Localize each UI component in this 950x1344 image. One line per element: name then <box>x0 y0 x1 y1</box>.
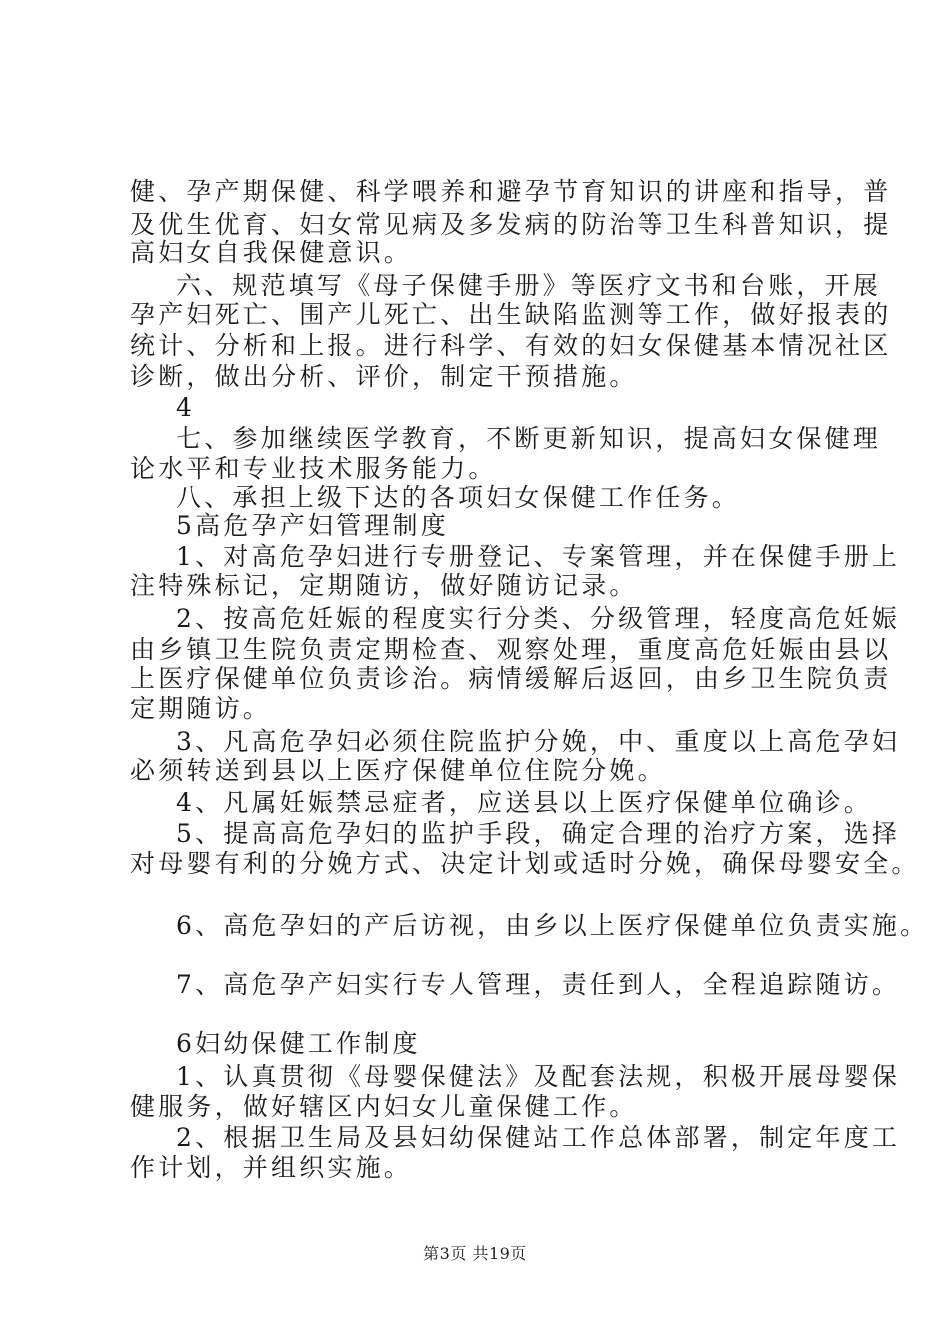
body-text-line: 7、高危孕产妇实行专人管理，责任到人，全程追踪随访。 <box>176 970 901 999</box>
body-text-line: 必须转送到县以上医疗保健单位住院分娩。 <box>130 756 666 785</box>
body-text-line: 论水平和专业技术服务能力。 <box>130 454 497 483</box>
body-text-line: 高妇女自我保健意识。 <box>130 238 413 267</box>
body-text-line: 定期随访。 <box>130 694 272 723</box>
body-text-line: 4、凡属妊娠禁忌症者，应送县以上医疗保健单位确诊。 <box>176 788 872 817</box>
body-text-line: 6、高危孕妇的产后访视，由乡以上医疗保健单位负责实施。 <box>176 911 929 940</box>
body-text-line: 诊断，做出分析、评价，制定干预措施。 <box>130 362 638 391</box>
body-text-line: 由乡镇卫生院负责定期检查、观察处理，重度高危妊娠由县以 <box>130 635 892 664</box>
section-heading: 5高危孕产妇管理制度 <box>176 511 449 540</box>
body-text-line: 2、按高危妊娠的程度实行分类、分级管理，轻度高危妊娠 <box>176 604 901 633</box>
body-text-line: 及优生优育、妇女常见病及多发病的防治等卫生科普知识，提 <box>130 210 892 239</box>
body-text-line: 5、提高高危孕妇的监护手段，确定合理的治疗方案，选择 <box>176 819 901 848</box>
body-text-line: 2、根据卫生局及县妇幼保健站工作总体部署，制定年度工 <box>176 1123 901 1152</box>
body-text-line: 健服务，做好辖区内妇女儿童保健工作。 <box>130 1092 638 1121</box>
section-heading: 6妇幼保健工作制度 <box>176 1029 421 1058</box>
body-text-line: 八、承担上级下达的各项妇女保健工作任务。 <box>176 483 741 512</box>
body-text-line: 注特殊标记，定期随访，做好随访记录。 <box>130 571 638 600</box>
body-text-line: 七、参加继续医学教育，不断更新知识，提高妇女保健理 <box>176 424 882 453</box>
body-text-line: 上医疗保健单位负责诊治。病情缓解后返回，由乡卫生院负责 <box>130 664 892 693</box>
body-text-line: 3、凡高危孕妇必须住院监护分娩，中、重度以上高危孕妇 <box>176 727 901 756</box>
body-text-line: 1、对高危孕妇进行专册登记、专案管理，并在保健手册上 <box>176 542 901 571</box>
body-text-line: 统计、分析和上报。进行科学、有效的妇女保健基本情况社区 <box>130 331 892 360</box>
page-footer: 第3页 共19页 <box>423 1244 527 1263</box>
page-number-marker: 4 <box>176 393 196 422</box>
body-text-line: 六、规范填写《母子保健手册》等医疗文书和台账，开展 <box>176 271 882 300</box>
body-text-line: 孕产妇死亡、围产儿死亡、出生缺陷监测等工作，做好报表的 <box>130 300 892 329</box>
body-text-line: 健、孕产期保健、科学喂养和避孕节育知识的讲座和指导，普 <box>130 177 892 206</box>
body-text-line: 1、认真贯彻《母婴保健法》及配套法规，积极开展母婴保 <box>176 1062 901 1091</box>
body-text-line: 作计划，并组织实施。 <box>130 1153 413 1182</box>
body-text-line: 对母婴有利的分娩方式、决定计划或适时分娩，确保母婴安全。 <box>130 849 920 878</box>
